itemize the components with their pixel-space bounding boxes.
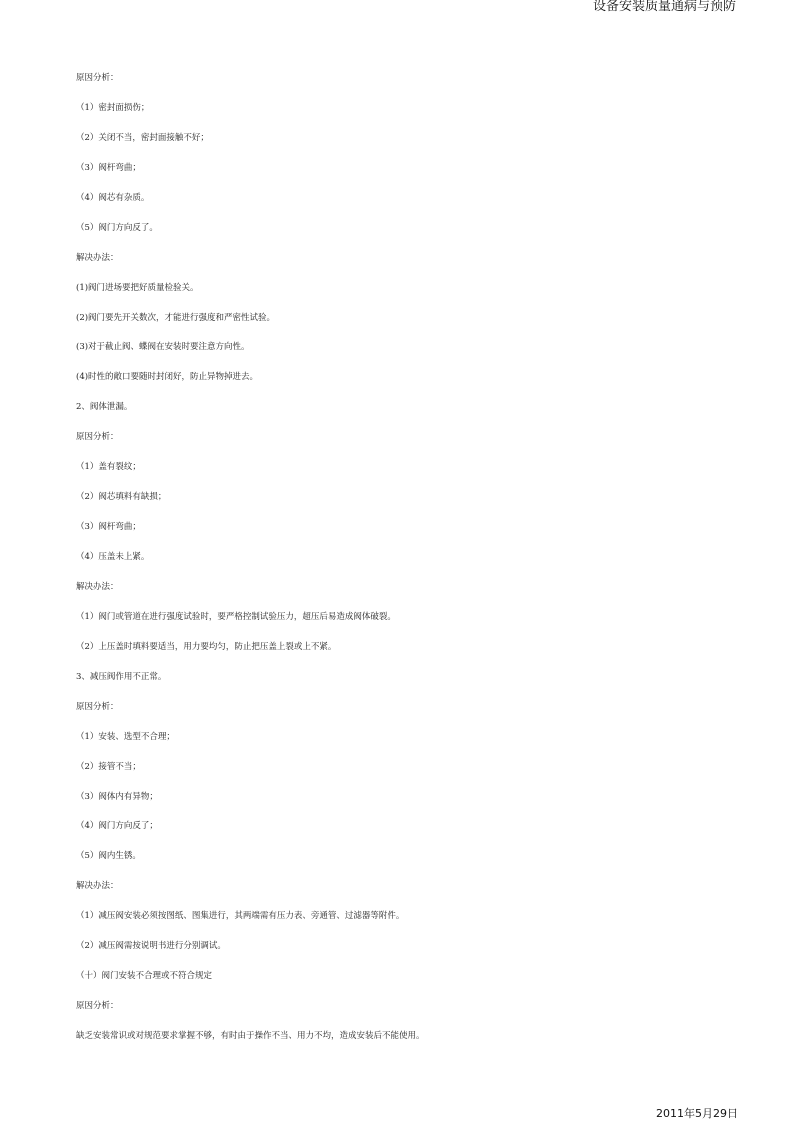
text-line: (1)阀门进场要把好质量检验关。 [76,282,199,293]
text-line: （5）阀内生锈。 [76,851,141,862]
text-line: (4)时性的敞口要随时封闭好，防止异物掉进去。 [76,372,259,383]
text-line: （1）盖有裂纹； [76,462,141,473]
text-line: (3)对于截止阀、蝶阀在安装时要注意方向性。 [76,342,250,353]
page-footer-date: 2011年5月29日 [656,1107,738,1120]
text-line: （5）阀门方向反了。 [76,222,158,233]
text-line: (2)阀门要先开关数次，才能进行强度和严密性试验。 [76,312,276,323]
text-line: （2）减压阀需按说明书进行分别调试。 [76,941,226,952]
section-heading: 3、减压阀作用不正常。 [76,671,167,682]
text-line: （3）阀杆弯曲； [76,162,141,173]
text-line: 原因分析： [76,701,119,712]
section-heading: （十）阀门安装不合理或不符合规定 [76,971,213,982]
text-line: （1）密封面损伤； [76,102,150,113]
text-line: （2）阀芯填料有缺损； [76,492,167,503]
text-line: （4）阀芯有杂质。 [76,192,150,203]
text-line: （3）阀体内有异物； [76,791,158,802]
text-line: （4）压盖未上紧。 [76,552,150,562]
document-body [76,72,736,1060]
text-line: （4）阀门方向反了； [76,821,158,832]
text-line: 解决办法： [76,881,119,892]
text-line: 原因分析： [76,73,119,83]
text-line: 原因分析： [76,1001,119,1012]
text-line: （1）减压阀安装必须按图纸、图集进行，其两端需有压力表、旁通管、过滤器等附件。 [76,911,405,922]
section-heading: 2、阀体泄漏。 [76,402,133,413]
page-header-title: 设备安装质量通病与预防 [592,0,736,14]
text-line: （1）阀门或管道在进行强度试验时，要严格控制试验压力，超压后易造成阀体破裂。 [76,611,396,622]
text-line: （2）关闭不当，密封面接触不好； [76,132,209,143]
text-line: 缺乏安装常识或对规范要求掌握不够，有时由于操作不当、用力不均，造成安装后不能使用。 [76,1031,425,1041]
text-line: （2）上压盖时填料要适当，用力要均匀，防止把压盖上裂或上不紧。 [76,641,337,652]
text-line: 解决办法： [76,252,119,263]
text-line: （2）接管不当； [76,761,141,772]
text-line: 解决办法： [76,581,119,592]
text-line: （3）阀杆弯曲； [76,522,141,533]
text-line: （1）安装、选型不合理； [76,731,175,742]
text-line: 原因分析： [76,432,119,443]
